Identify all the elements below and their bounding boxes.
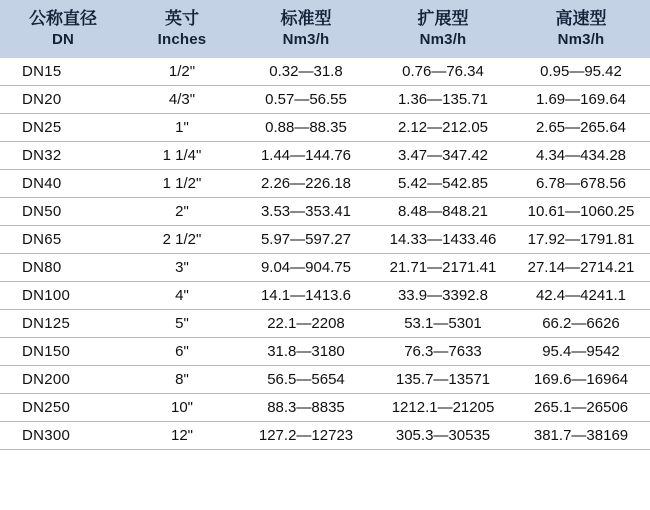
- cell-dn: DN80: [0, 253, 126, 281]
- cell-dn: DN200: [0, 365, 126, 393]
- column-header-nominal-diameter-line1: 公称直径: [29, 9, 97, 28]
- cell-standard: 14.1—1413.6: [238, 281, 374, 309]
- cell-highspeed: 27.14—2714.21: [512, 253, 650, 281]
- cell-standard: 0.88—88.35: [238, 113, 374, 141]
- cell-inches: 8": [126, 365, 238, 393]
- cell-standard: 3.53—353.41: [238, 197, 374, 225]
- cell-highspeed: 42.4—4241.1: [512, 281, 650, 309]
- cell-dn: DN65: [0, 225, 126, 253]
- cell-inches: 1": [126, 113, 238, 141]
- cell-dn: DN300: [0, 421, 126, 449]
- table-row: [0, 169, 650, 197]
- cell-inches: 1 1/2": [126, 169, 238, 197]
- cell-extended: 53.1—5301: [374, 309, 512, 337]
- cell-highspeed: 66.2—6626: [512, 309, 650, 337]
- column-header-standard: [238, 0, 374, 58]
- cell-standard: 1.44—144.76: [238, 141, 374, 169]
- table-row: [0, 309, 650, 337]
- table-row: [0, 253, 650, 281]
- cell-inches: 1/2": [126, 58, 238, 86]
- column-header-inches-line2: Inches: [157, 30, 207, 48]
- cell-dn: DN150: [0, 337, 126, 365]
- column-header-nominal-diameter: [0, 0, 126, 58]
- cell-extended: 2.12—212.05: [374, 113, 512, 141]
- cell-extended: 76.3—7633: [374, 337, 512, 365]
- cell-inches: 4": [126, 281, 238, 309]
- cell-inches: 12": [126, 421, 238, 449]
- column-header-standard-line1: 标准型: [280, 9, 332, 28]
- cell-inches: 4/3": [126, 85, 238, 113]
- table-row: [0, 393, 650, 421]
- column-header-extended: [374, 0, 512, 58]
- cell-extended: 8.48—848.21: [374, 197, 512, 225]
- table-row: [0, 337, 650, 365]
- cell-dn: DN40: [0, 169, 126, 197]
- cell-standard: 88.3—8835: [238, 393, 374, 421]
- cell-standard: 56.5—5654: [238, 365, 374, 393]
- column-header-inches: [126, 0, 238, 58]
- table-header: [0, 0, 650, 58]
- cell-highspeed: 4.34—434.28: [512, 141, 650, 169]
- cell-extended: 3.47—347.42: [374, 141, 512, 169]
- table-row: [0, 281, 650, 309]
- cell-standard: 2.26—226.18: [238, 169, 374, 197]
- cell-highspeed: 2.65—265.64: [512, 113, 650, 141]
- cell-highspeed: 0.95—95.42: [512, 58, 650, 86]
- cell-extended: 21.71—2171.41: [374, 253, 512, 281]
- table-body: [0, 58, 650, 450]
- table-row: [0, 113, 650, 141]
- cell-dn: DN20: [0, 85, 126, 113]
- cell-extended: 33.9—3392.8: [374, 281, 512, 309]
- cell-highspeed: 17.92—1791.81: [512, 225, 650, 253]
- column-header-extended-line1: 扩展型: [417, 9, 469, 28]
- cell-extended: 305.3—30535: [374, 421, 512, 449]
- cell-highspeed: 265.1—26506: [512, 393, 650, 421]
- table-header-row: [0, 0, 650, 58]
- table-row: [0, 225, 650, 253]
- cell-dn: DN250: [0, 393, 126, 421]
- cell-standard: 127.2—12723: [238, 421, 374, 449]
- cell-highspeed: 381.7—38169: [512, 421, 650, 449]
- cell-dn: DN15: [0, 58, 126, 86]
- cell-extended: 1212.1—21205: [374, 393, 512, 421]
- cell-standard: 0.57—56.55: [238, 85, 374, 113]
- table-row: [0, 58, 650, 86]
- cell-highspeed: 10.61—1060.25: [512, 197, 650, 225]
- cell-standard: 0.32—31.8: [238, 58, 374, 86]
- cell-extended: 0.76—76.34: [374, 58, 512, 86]
- column-header-nominal-diameter-line2: DN: [51, 30, 75, 48]
- column-header-highspeed: [512, 0, 650, 58]
- table-row: [0, 421, 650, 449]
- table-row: [0, 365, 650, 393]
- cell-standard: 31.8—3180: [238, 337, 374, 365]
- cell-extended: 135.7—13571: [374, 365, 512, 393]
- cell-standard: 5.97—597.27: [238, 225, 374, 253]
- column-header-standard-line2: Nm3/h: [282, 30, 330, 48]
- column-header-inches-line1: 英寸: [165, 9, 199, 28]
- table-row: [0, 141, 650, 169]
- cell-standard: 9.04—904.75: [238, 253, 374, 281]
- table-row: [0, 85, 650, 113]
- cell-extended: 1.36—135.71: [374, 85, 512, 113]
- column-header-extended-line2: Nm3/h: [419, 30, 467, 48]
- cell-dn: DN25: [0, 113, 126, 141]
- cell-highspeed: 1.69—169.64: [512, 85, 650, 113]
- column-header-highspeed-line1: 高速型: [555, 9, 607, 28]
- cell-extended: 14.33—1433.46: [374, 225, 512, 253]
- cell-inches: 2 1/2": [126, 225, 238, 253]
- cell-highspeed: 6.78—678.56: [512, 169, 650, 197]
- column-header-highspeed-line2: Nm3/h: [557, 30, 605, 48]
- cell-extended: 5.42—542.85: [374, 169, 512, 197]
- cell-highspeed: 95.4—9542: [512, 337, 650, 365]
- cell-inches: 3": [126, 253, 238, 281]
- cell-dn: DN32: [0, 141, 126, 169]
- cell-highspeed: 169.6—16964: [512, 365, 650, 393]
- table-row: [0, 197, 650, 225]
- cell-dn: DN50: [0, 197, 126, 225]
- cell-inches: 5": [126, 309, 238, 337]
- cell-inches: 2": [126, 197, 238, 225]
- cell-inches: 10": [126, 393, 238, 421]
- cell-standard: 22.1—2208: [238, 309, 374, 337]
- cell-dn: DN125: [0, 309, 126, 337]
- cell-inches: 1 1/4": [126, 141, 238, 169]
- cell-inches: 6": [126, 337, 238, 365]
- cell-dn: DN100: [0, 281, 126, 309]
